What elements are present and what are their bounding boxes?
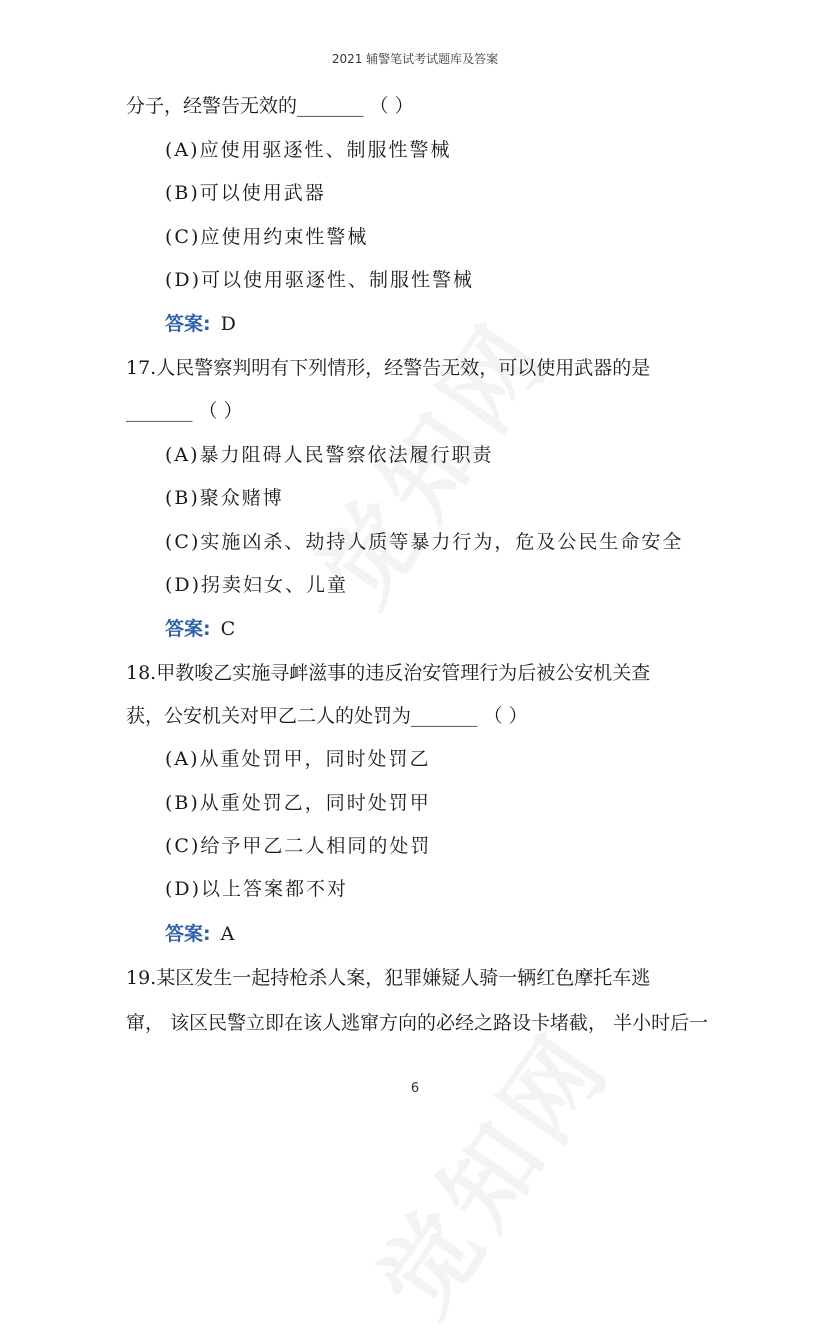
q18-option-d: (D)以上答案都不对 [165,878,349,900]
q18-option-a: (A)从重处罚甲，同时处罚乙 [165,748,431,770]
q16-option-d: (D)可以使用驱逐性、制服性警械 [165,269,475,291]
q17-answer [165,617,235,641]
q18-option-b: (B)从重处罚乙，同时处罚甲 [165,792,431,814]
q16-option-a: (A)应使用驱逐性、制服性警械 [165,139,452,161]
answer-value: C [220,618,236,640]
q19-stem-line2: 窜， 该区民警立即在该人逃窜方向的必经之路设卡堵截， 半小时后一 [126,1012,709,1034]
q18-option-c: (C)给予甲乙二人相同的处罚 [165,835,432,857]
answer-label: 答案: [165,923,211,945]
q16-answer [165,312,236,336]
answer-label: 答案: [165,313,211,335]
q16-option-c: (C)应使用约束性警械 [165,226,369,248]
page-number: 6 [410,1081,420,1096]
q17-option-b: (B)聚众赌博 [165,487,284,509]
q17-stem-line2: _______ （ ） [126,400,243,422]
answer-value: D [220,313,236,335]
q17-option-c: (C)实施凶杀、劫持人质等暴力行为，危及公民生命安全 [165,531,684,553]
q17-option-d: (D)拐卖妇女、儿童 [165,574,349,596]
q17-option-a: (A)暴力阻碍人民警察依法履行职责 [165,444,494,466]
watermark-bottom [342,999,637,1338]
q18-stem-line1: 18.甲教唆乙实施寻衅滋事的违反治安管理行为后被公安机关查 [126,662,651,684]
answer-label: 答案: [165,618,211,640]
q17-stem-line1: 17.人民警察判明有下列情形，经警告无效，可以使用武器的是 [126,357,651,379]
q18-stem-line2: 获，公安机关对甲乙二人的处罚为_______ （ ） [126,705,528,727]
q16-stem: 分子，经警告无效的_______ （ ） [126,95,414,117]
q19-stem-line1: 19.某区发生一起持枪杀人案，犯罪嫌疑人骑一辆红色摩托车逃 [126,967,651,989]
answer-value: A [220,923,235,945]
q16-option-b: (B)可以使用武器 [165,182,326,204]
q18-answer [165,922,234,946]
page-header: 2021 辅警笔试考试题库及答案 [331,52,499,66]
